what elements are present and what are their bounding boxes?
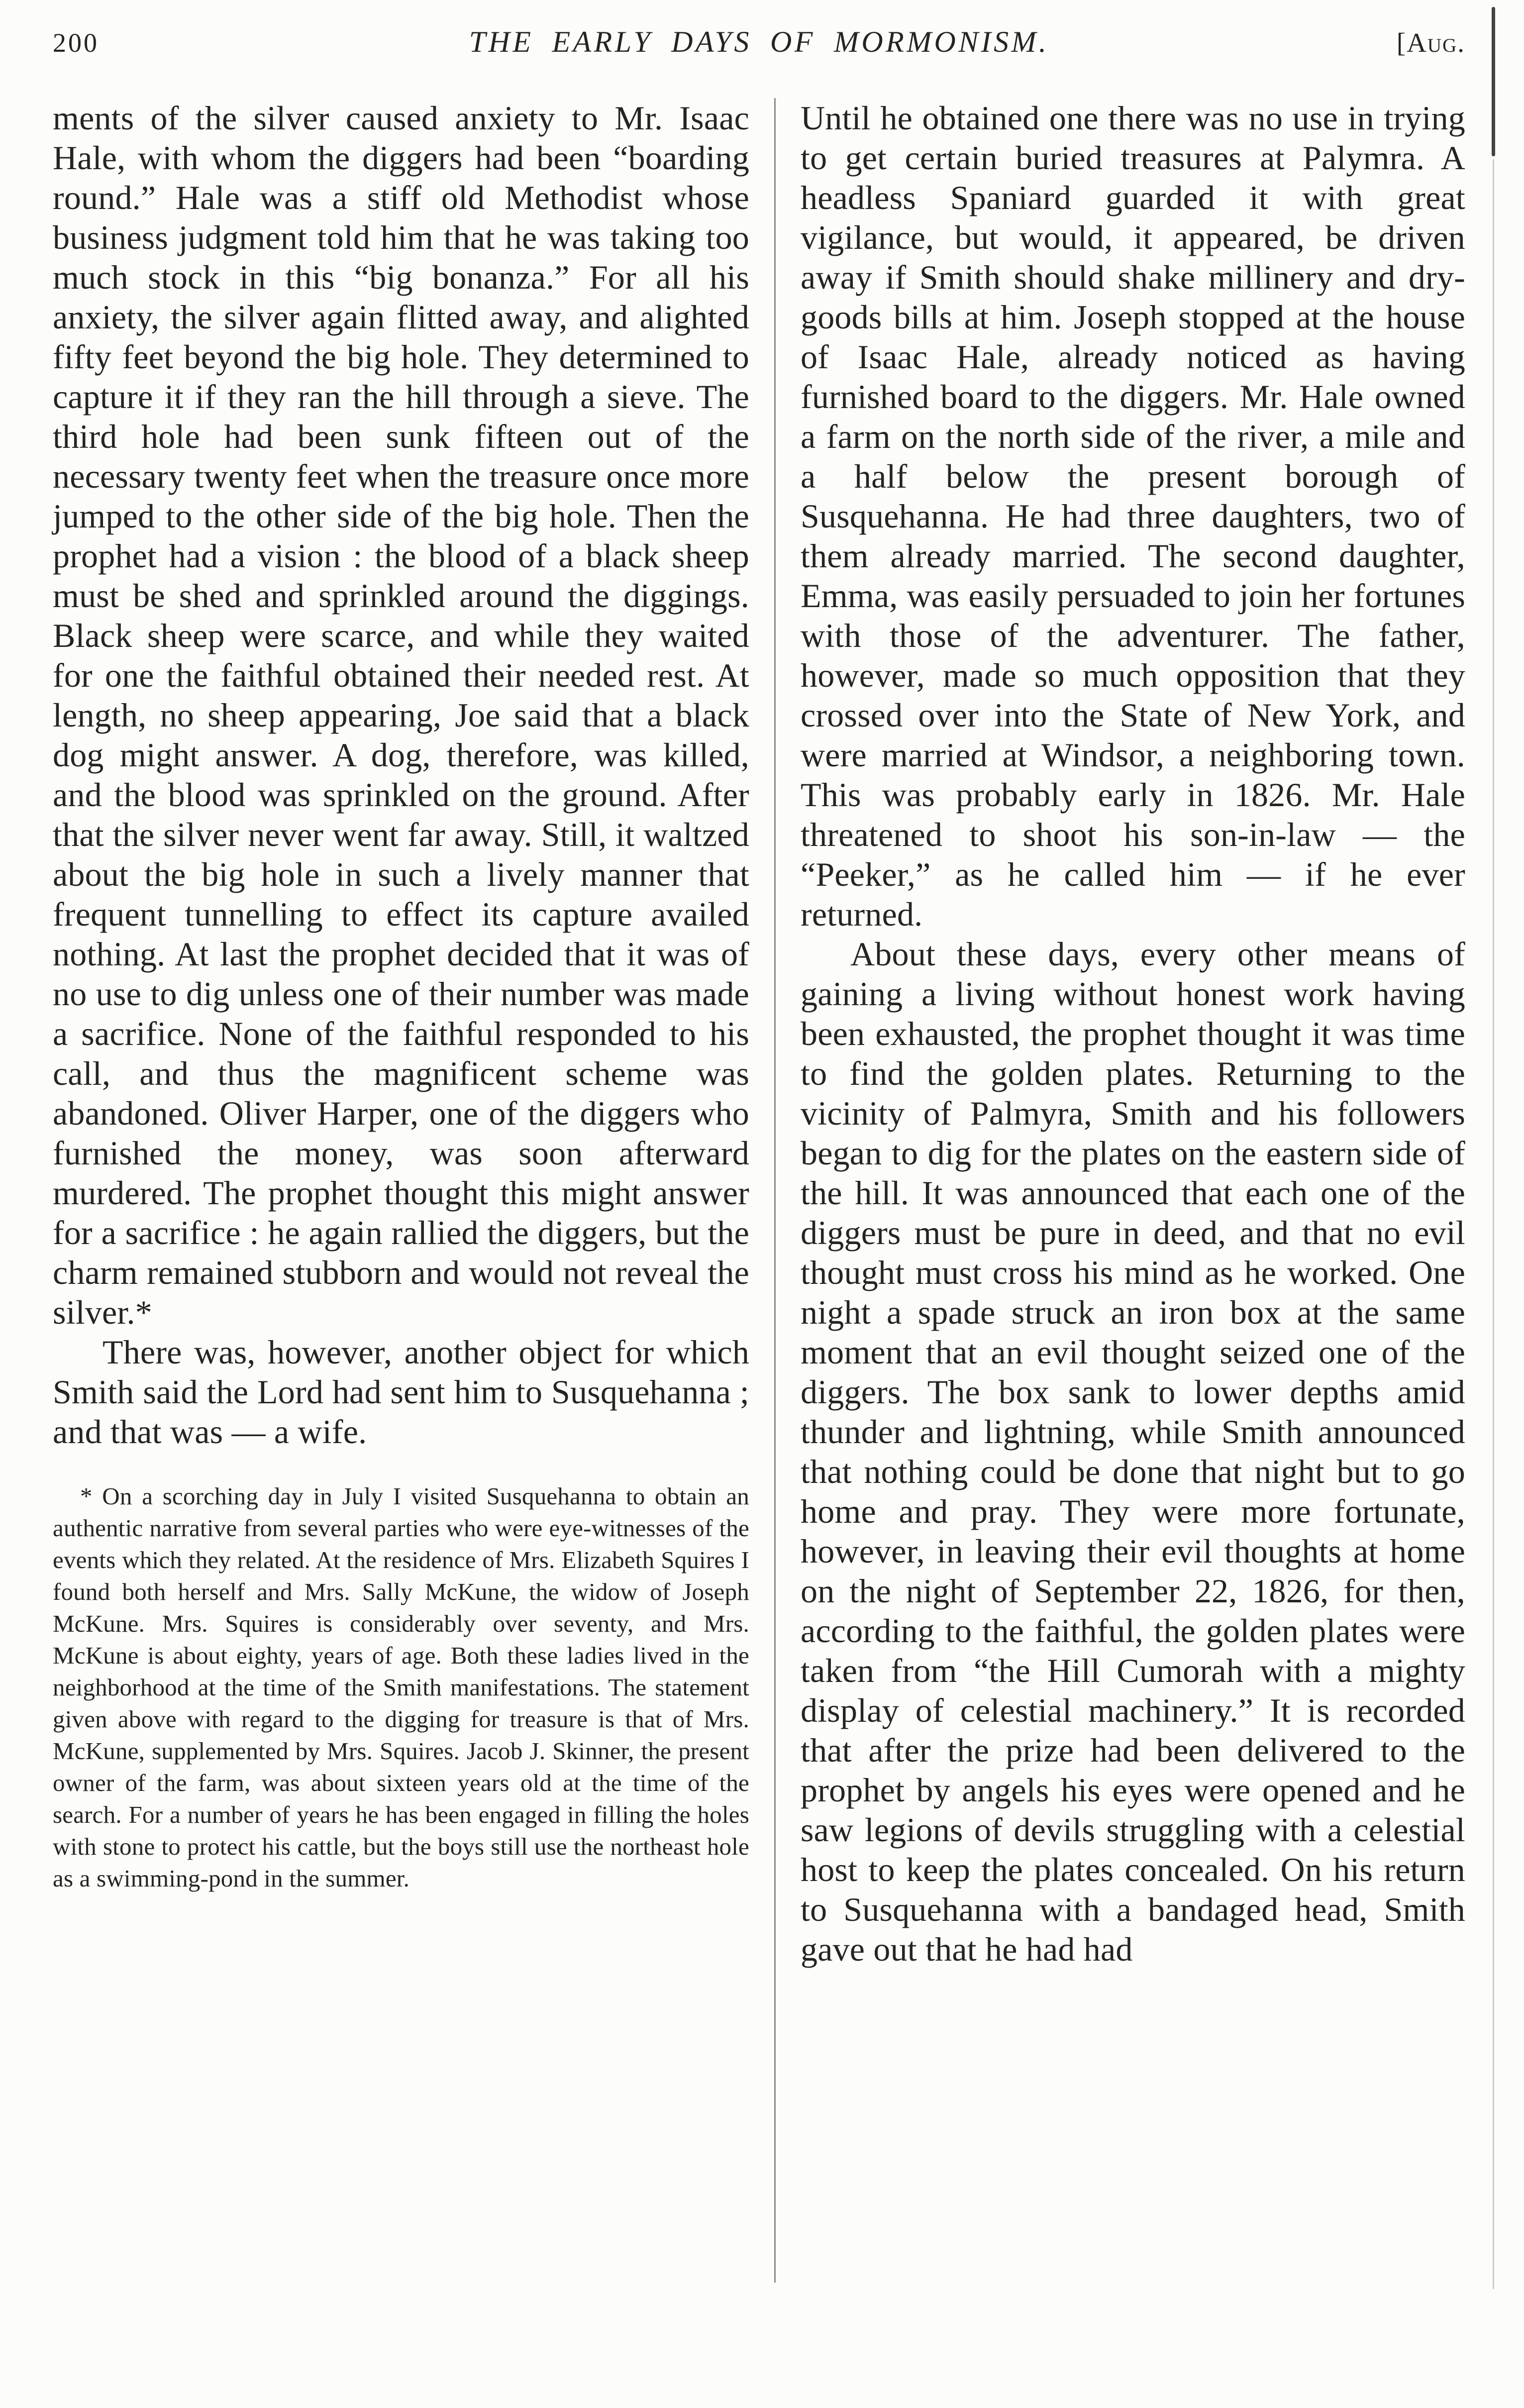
page-number: 200 <box>53 28 99 58</box>
body-paragraph: About these days, every other means of gaining a living without honest work having been exhausted, the prophet thought it was time to find the golden plates. Returning to the vicinity of Palmyra, Smith and his followers began to dig for the plates on the eastern side of the hill. It was announced that each one of the diggers must be pure in deed, and that no evil thought must cross his mind as he worked. One night a spade struck an iron box at the same moment that an evil thought seized one of the diggers. The box sank to lower depths amid thunder and lightning, while Smith announced that nothing could be done that night but to go home and pray. They were more fortunate, however, in leaving their evil thoughts at home on the night of September 22, 1826, for then, according to the faithful, the golden plates were taken from “the Hill Cumorah with a mighty display of celestial machinery.” It is recorded that after the prize had been delivered to the prophet by angels his eyes were opened and he saw legions of devils struggling with a celestial host to keep the plates concealed. On his return to Susquehanna with a bandaged head, Smith gave out that he had had <box>801 935 1465 1968</box>
left-column <box>53 98 749 2283</box>
page-edge-artifact <box>1492 7 1495 156</box>
page-edge-artifact <box>1493 159 1494 2289</box>
body-paragraph: There was, however, another object for which Smith said the Lord had sent him to Susquehanna ; and that was — a wife. <box>53 1333 749 1451</box>
text-columns <box>53 98 1465 2283</box>
running-head <box>53 25 1465 59</box>
right-column <box>801 98 1465 2283</box>
issue-label: [Aug. <box>1396 27 1465 58</box>
column-divider <box>774 98 776 2283</box>
body-paragraph: Until he obtained one there was no use in trying to get certain buried treasures at Palymra. A headless Spaniard guarded it with great vigilance, but would, it appeared, be driven away if Smith should shake millinery and dry-goods bills at him. Joseph stopped at the house of Isaac Hale, already noticed as having furnished board to the diggers. Mr. Hale owned a farm on the north side of the river, a mile and a half below the present borough of Susquehanna. He had three daughters, two of them already married. The second daughter, Emma, was easily persuaded to join her fortunes with those of the adventurer. The father, however, made so much opposition that they crossed over into the State of New York, and were married at Windsor, a neighboring town. This was probably early in 1826. Mr. Hale threatened to shoot his son-in-law — the “Peeker,” as he called him — if he ever returned. <box>801 99 1465 933</box>
body-paragraph: ments of the silver caused anxiety to Mr. Isaac Hale, with whom the diggers had been “boarding round.” Hale was a stiff old Methodist whose business judgment told him that he was taking too much stock in this “big bonanza.” For all his anxiety, the silver again flitted away, and alighted fifty feet beyond the big hole. They determined to capture it if they ran the hill through a sieve. The third hole had been sunk fifteen out of the necessary twenty feet when the treasure once more jumped to the other side of the big hole. Then the prophet had a vision : the blood of a black sheep must be shed and sprinkled around the diggings. Black sheep were scarce, and while they waited for one the faithful obtained their needed rest. At length, no sheep appearing, Joe said that a black dog might answer. A dog, therefore, was killed, and the blood was sprinkled on the ground. After that the silver never went far away. Still, it waltzed about the big hole in such a lively manner that frequent tunnelling to effect its capture availed nothing. At last the prophet decided that it was of no use to dig unless one of their number was made a sacrifice. None of the faithful responded to his call, and thus the magnificent scheme was abandoned. Oliver Harper, one of the diggers who furnished the money, was soon afterward murdered. The prophet thought this might answer for a sacrifice : he again rallied the diggers, but the charm remained stubborn and would not reveal the silver.* <box>53 99 749 1331</box>
footnote: * On a scorching day in July I visited Susquehanna to obtain an authentic narrative from several parties who were eye-witnesses of the events which they related. At the residence of Mrs. Elizabeth Squires I found both herself and Mrs. Sally McKune, the widow of Joseph McKune. Mrs. Squires is considerably over seventy, and Mrs. McKune is about eighty, years of age. Both these ladies lived in the neighborhood at the time of the Smith manifestations. The statement given above with regard to the digging for treasure is that of Mrs. McKune, supplemented by Mrs. Squires. Jacob J. Skinner, the present owner of the farm, was about sixteen years old at the time of the search. For a number of years he has been engaged in filling the holes with stone to protect his cattle, but the boys still use the northeast hole as a swimming-pond in the summer. <box>53 1482 749 1892</box>
page-title: THE EARLY DAYS OF MORMONISM. <box>469 25 1049 58</box>
